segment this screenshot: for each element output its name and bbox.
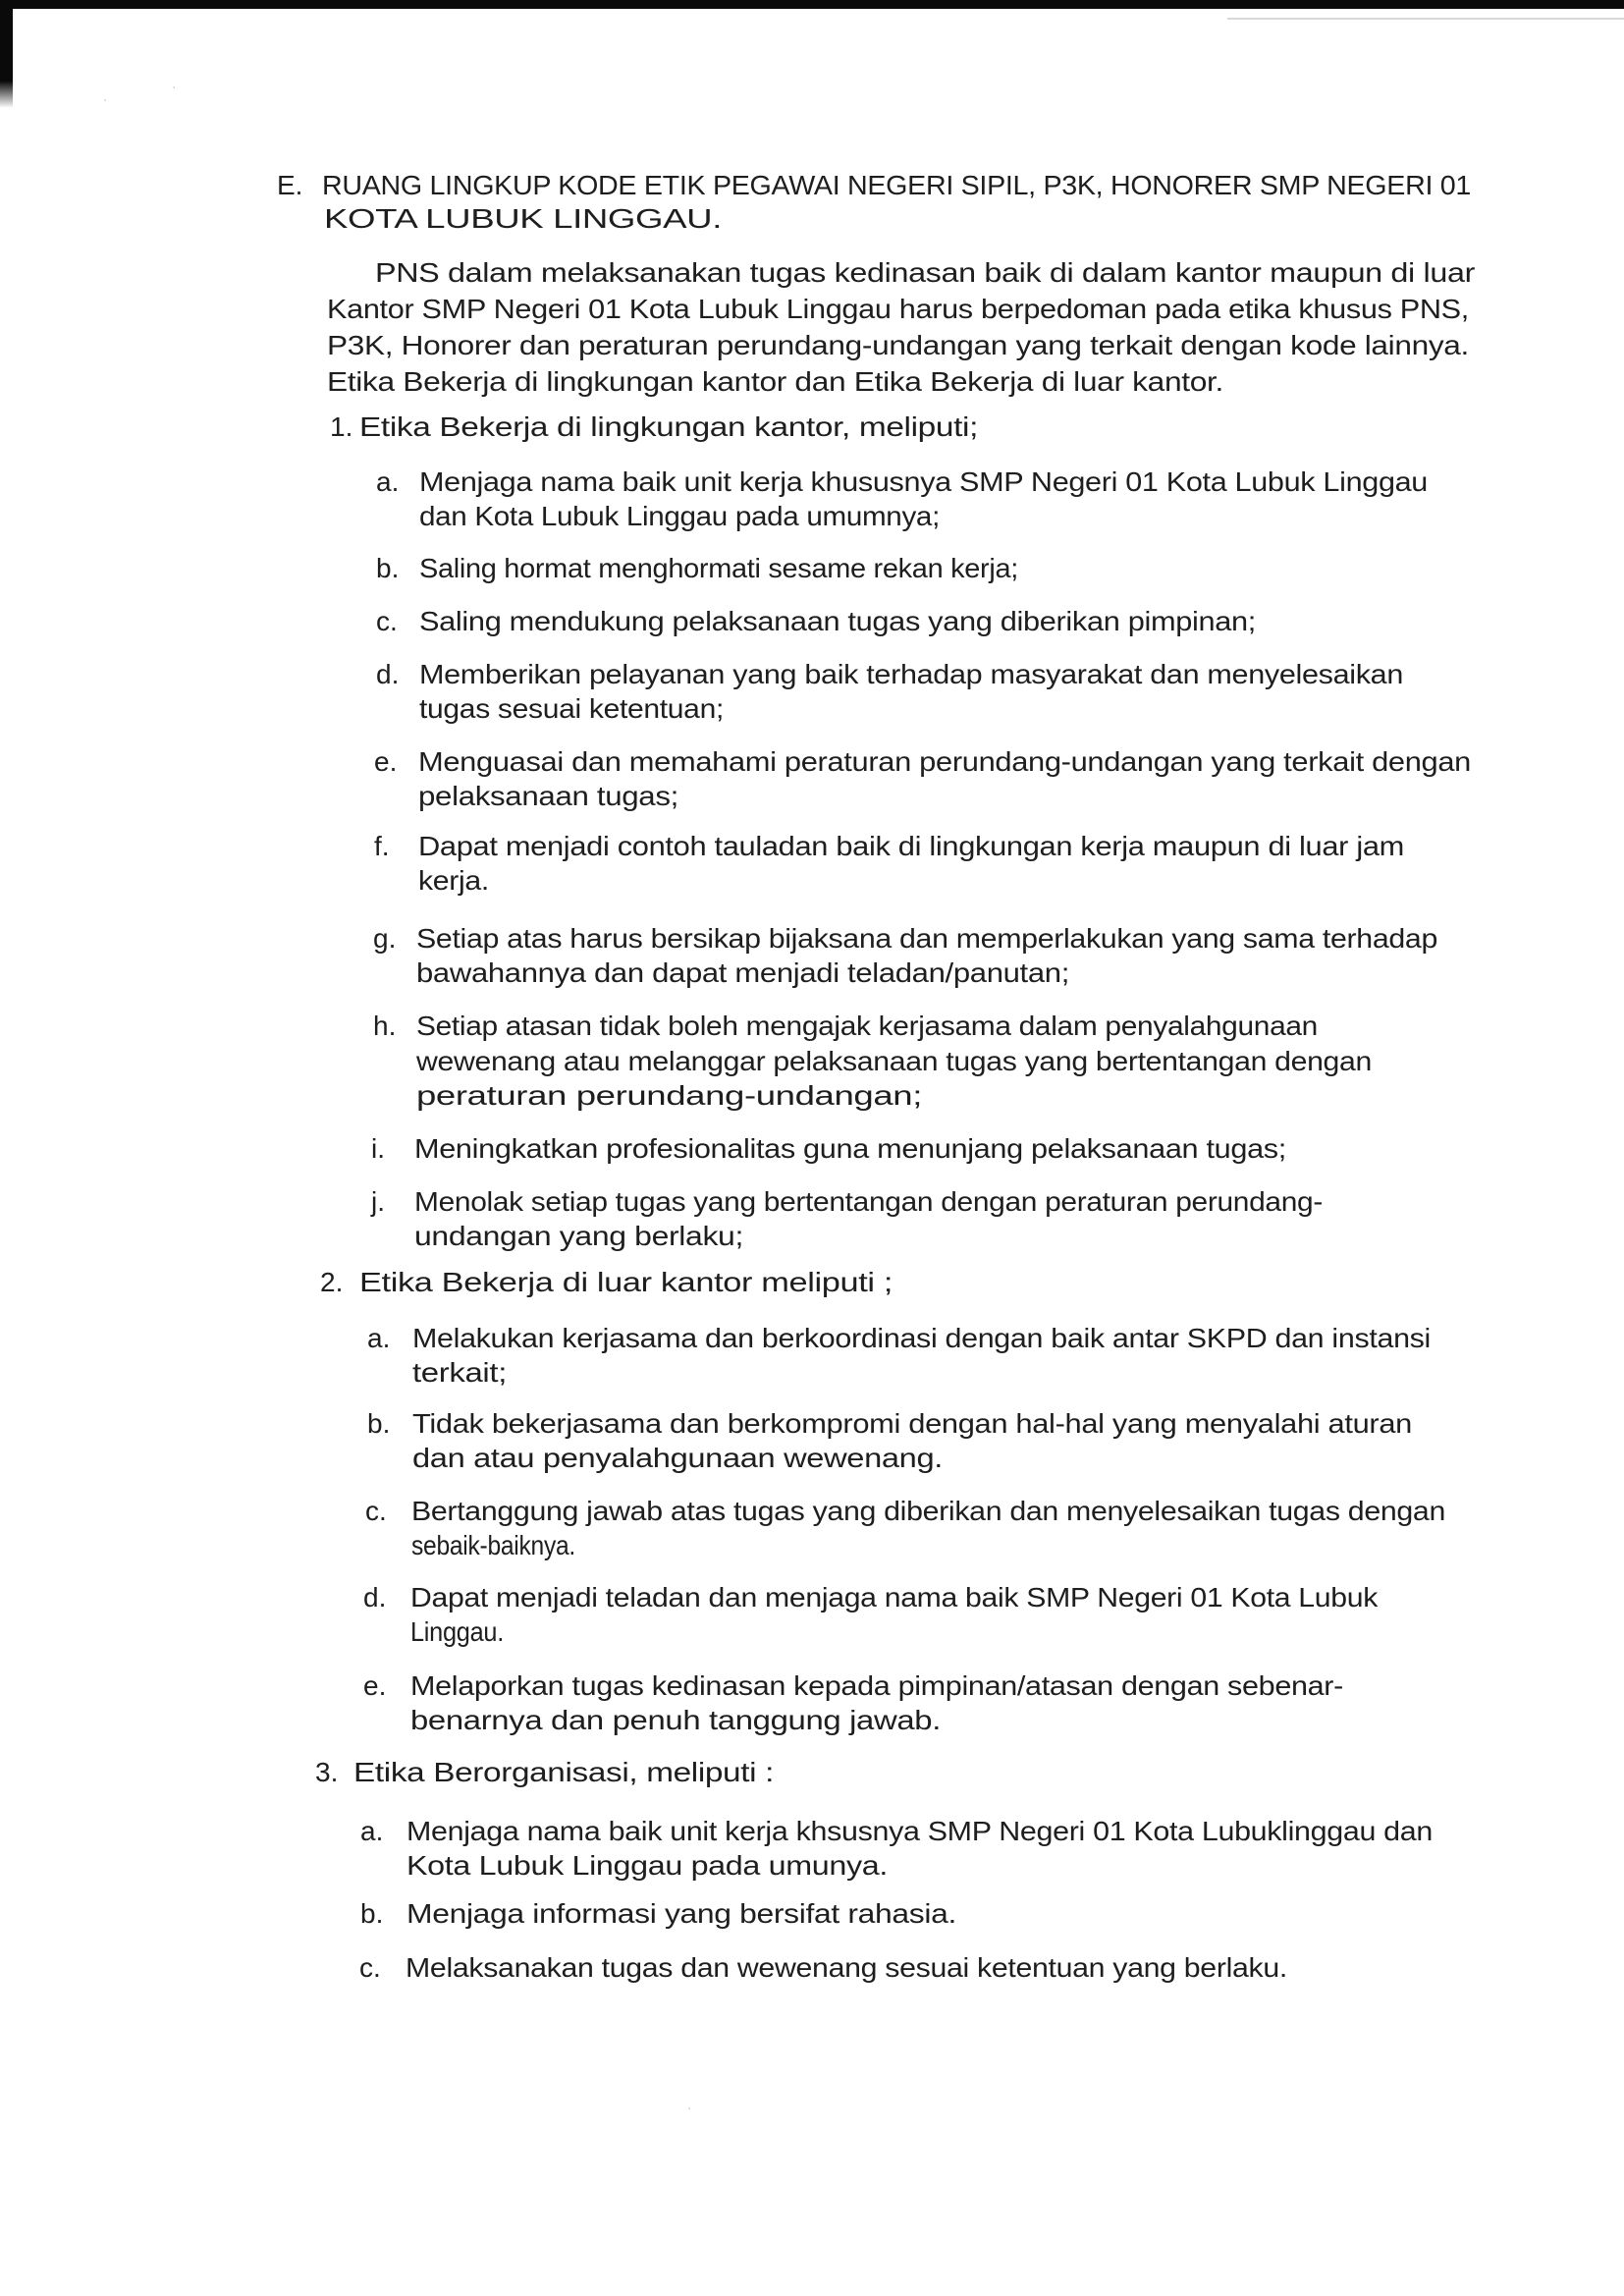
item-marker: b. — [376, 553, 400, 583]
item-marker: c. — [365, 1496, 387, 1526]
item-line: pelaksanaan tugas; — [418, 781, 678, 811]
section-marker: E. — [277, 170, 303, 200]
item-line: tugas sesuai ketentuan; — [419, 693, 724, 724]
item-line: terkait; — [412, 1357, 507, 1388]
item-line: Setiap atasan tidak boleh mengajak kerjasama dalam penyalahgunaan — [416, 1011, 1318, 1041]
scan-speck: · — [687, 2102, 692, 2117]
list-number: 3. — [315, 1757, 339, 1787]
item-line: benarnya dan penuh tanggung jawab. — [410, 1705, 941, 1735]
item-marker: c. — [376, 606, 398, 636]
list-heading: Etika Bekerja di lingkungan kantor, meliputi; — [359, 411, 978, 442]
item-marker: a. — [367, 1323, 391, 1353]
scan-border-top — [0, 0, 1624, 9]
item-marker: i. — [371, 1133, 385, 1164]
item-line: Bertanggung jawab atas tugas yang diberikan dan menyelesaikan tugas dengan — [411, 1496, 1445, 1526]
item-marker: d. — [363, 1582, 387, 1613]
item-marker: h. — [373, 1011, 397, 1041]
intro-line: PNS dalam melaksanakan tugas kedinasan baik di dalam kantor maupun di luar — [375, 257, 1475, 288]
item-line: Kota Lubuk Linggau pada umunya. — [406, 1850, 888, 1881]
item-line: Dapat menjadi teladan dan menjaga nama baik SMP Negeri 01 Kota Lubuk — [410, 1582, 1378, 1613]
list-number: 2. — [320, 1267, 344, 1297]
item-marker: d. — [376, 659, 400, 689]
item-line: Menjaga nama baik unit kerja khsusnya SMP Negeri 01 Kota Lubuklinggau dan — [406, 1816, 1433, 1846]
item-line: sebaik-baiknya. — [411, 1530, 575, 1560]
item-line: Tidak bekerjasama dan berkompromi dengan hal-hal yang menyalahi aturan — [412, 1408, 1412, 1439]
list-heading: Etika Bekerja di luar kantor meliputi ; — [359, 1267, 893, 1297]
item-line: peraturan perundang-undangan; — [416, 1080, 922, 1111]
item-line: Saling mendukung pelaksanaan tugas yang diberikan pimpinan; — [419, 606, 1256, 636]
item-line: Dapat menjadi contoh tauladan baik di lingkungan kerja maupun di luar jam — [418, 831, 1404, 861]
item-line: kerja. — [418, 865, 489, 896]
item-marker: c. — [359, 1952, 381, 1983]
intro-line: P3K, Honorer dan peraturan perundang-undangan yang terkait dengan kode lainnya. — [327, 330, 1469, 360]
item-line: Melakukan kerjasama dan berkoordinasi dengan baik antar SKPD dan instansi — [412, 1323, 1431, 1353]
section-title-line: RUANG LINGKUP KODE ETIK PEGAWAI NEGERI SIPIL, P3K, HONORER SMP NEGERI 01 — [322, 170, 1472, 200]
item-marker: e. — [374, 746, 398, 777]
item-line: undangan yang berlaku; — [414, 1221, 743, 1251]
item-line: dan atau penyalahgunaan wewenang. — [412, 1443, 943, 1473]
scan-border-left — [0, 0, 13, 108]
item-marker: b. — [367, 1408, 391, 1439]
item-line: Melaksanakan tugas dan wewenang sesuai ketentuan yang berlaku. — [406, 1952, 1287, 1983]
item-marker: e. — [363, 1670, 387, 1701]
item-line: bawahannya dan dapat menjadi teladan/panutan; — [416, 957, 1069, 988]
item-line: Menguasai dan memahami peraturan perundang-undangan yang terkait dengan — [418, 746, 1471, 777]
list-heading: Etika Berorganisasi, meliputi : — [353, 1757, 774, 1787]
intro-line: Etika Bekerja di lingkungan kantor dan Etika Bekerja di luar kantor. — [327, 366, 1223, 397]
list-number: 1. — [330, 411, 353, 442]
intro-line: Kantor SMP Negeri 01 Kota Lubuk Linggau harus berpedoman pada etika khusus PNS, — [327, 294, 1469, 324]
item-line: Menjaga nama baik unit kerja khususnya SMP Negeri 01 Kota Lubuk Linggau — [419, 466, 1428, 497]
item-marker: f. — [374, 831, 390, 861]
item-line: Meningkatkan profesionalitas guna menunjang pelaksanaan tugas; — [414, 1133, 1286, 1164]
scan-speck: · — [103, 93, 108, 109]
item-marker: a. — [376, 466, 400, 497]
scan-speck: · — [172, 81, 177, 96]
item-line: Menolak setiap tugas yang bertentangan dengan peraturan perundang- — [414, 1186, 1323, 1217]
item-line: Melaporkan tugas kedinasan kepada pimpinan/atasan dengan sebenar- — [410, 1670, 1343, 1701]
item-marker: g. — [373, 923, 397, 954]
item-line: Setiap atas harus bersikap bijaksana dan memperlakukan yang sama terhadap — [416, 923, 1437, 954]
item-line: Memberikan pelayanan yang baik terhadap masyarakat dan menyelesaikan — [419, 659, 1403, 689]
item-line: dan Kota Lubuk Linggau pada umumnya; — [419, 501, 940, 531]
item-line: Menjaga informasi yang bersifat rahasia. — [406, 1898, 956, 1929]
item-marker: j. — [371, 1186, 385, 1217]
item-line: Linggau. — [410, 1616, 504, 1647]
item-line: wewenang atau melanggar pelaksanaan tugas yang bertentangan dengan — [416, 1046, 1372, 1076]
item-marker: a. — [360, 1816, 384, 1846]
section-title-line: KOTA LUBUK LINGGAU. — [324, 203, 722, 234]
item-marker: b. — [360, 1898, 384, 1929]
item-line: Saling hormat menghormati sesame rekan kerja; — [419, 553, 1018, 583]
scan-artifact-line — [1227, 18, 1624, 20]
